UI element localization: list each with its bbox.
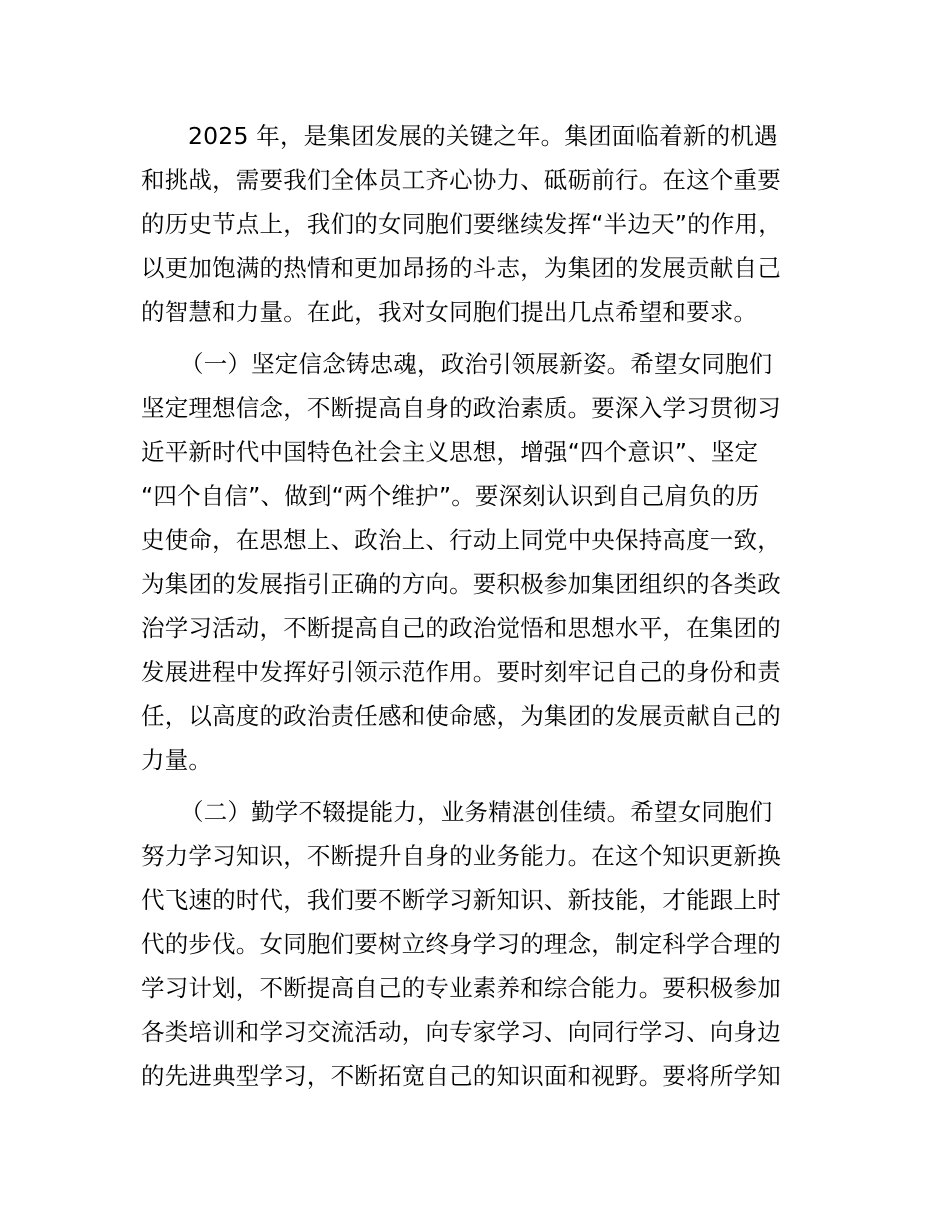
text-line: 代的步伐。女同胞们要树立终身学习的理念，制定科学合理的 <box>141 930 781 958</box>
text-line: 史使命，在思想上、政治上、行动上同党中央保持高度一致， <box>141 526 781 554</box>
text-line: 的历史节点上，我们的女同胞们要继续发挥“半边天”的作用， <box>141 210 782 238</box>
section-heading-line: （一）坚定信念铸忠魂，政治引领展新姿。希望女同胞们 <box>180 350 773 378</box>
text-line: 坚定理想信念，不断提高自身的政治素质。要深入学习贯彻习 <box>141 394 781 422</box>
section-heading-line: （二）勤学不辍提能力，业务精湛创佳绩。希望女同胞们 <box>180 798 773 826</box>
text-line: 任，以高度的政治责任感和使命感，为集团的发展贡献自己的 <box>141 702 781 730</box>
text-line: “四个自信”、做到“两个维护”。要深刻认识到自己肩负的历 <box>141 482 760 510</box>
text-line: 学习计划，不断提高自己的专业素养和综合能力。要积极参加 <box>141 974 781 1002</box>
text-line: 力量。 <box>141 746 213 774</box>
text-line: 努力学习知识，不断提升自身的业务能力。在这个知识更新换 <box>141 842 781 870</box>
text-line: 各类培训和学习交流活动，向专家学习、向同行学习、向身边 <box>141 1018 781 1046</box>
text-line: 2025 年，是集团发展的关键之年。集团面临着新的机遇 <box>188 122 778 150</box>
text-line: 为集团的发展指引正确的方向。要积极参加集团组织的各类政 <box>141 570 781 598</box>
text-line: 发展进程中发挥好引领示范作用。要时刻牢记自己的身份和责 <box>141 658 781 686</box>
text-line: 治学习活动，不断提高自己的政治觉悟和思想水平，在集团的 <box>141 614 781 642</box>
text-line: 以更加饱满的热情和更加昂扬的斗志，为集团的发展贡献自己 <box>141 254 781 282</box>
text-line: 的先进典型学习，不断拓宽自己的知识面和视野。要将所学知 <box>141 1062 781 1090</box>
text-line: 代飞速的时代，我们要不断学习新知识、新技能，才能跟上时 <box>141 886 781 914</box>
text-line: 和挑战，需要我们全体员工齐心协力、砥砺前行。在这个重要 <box>141 166 781 194</box>
text-line: 的智慧和力量。在此，我对女同胞们提出几点希望和要求。 <box>141 298 758 326</box>
text-line: 近平新时代中国特色社会主义思想，增强“四个意识”、坚定 <box>141 438 759 466</box>
